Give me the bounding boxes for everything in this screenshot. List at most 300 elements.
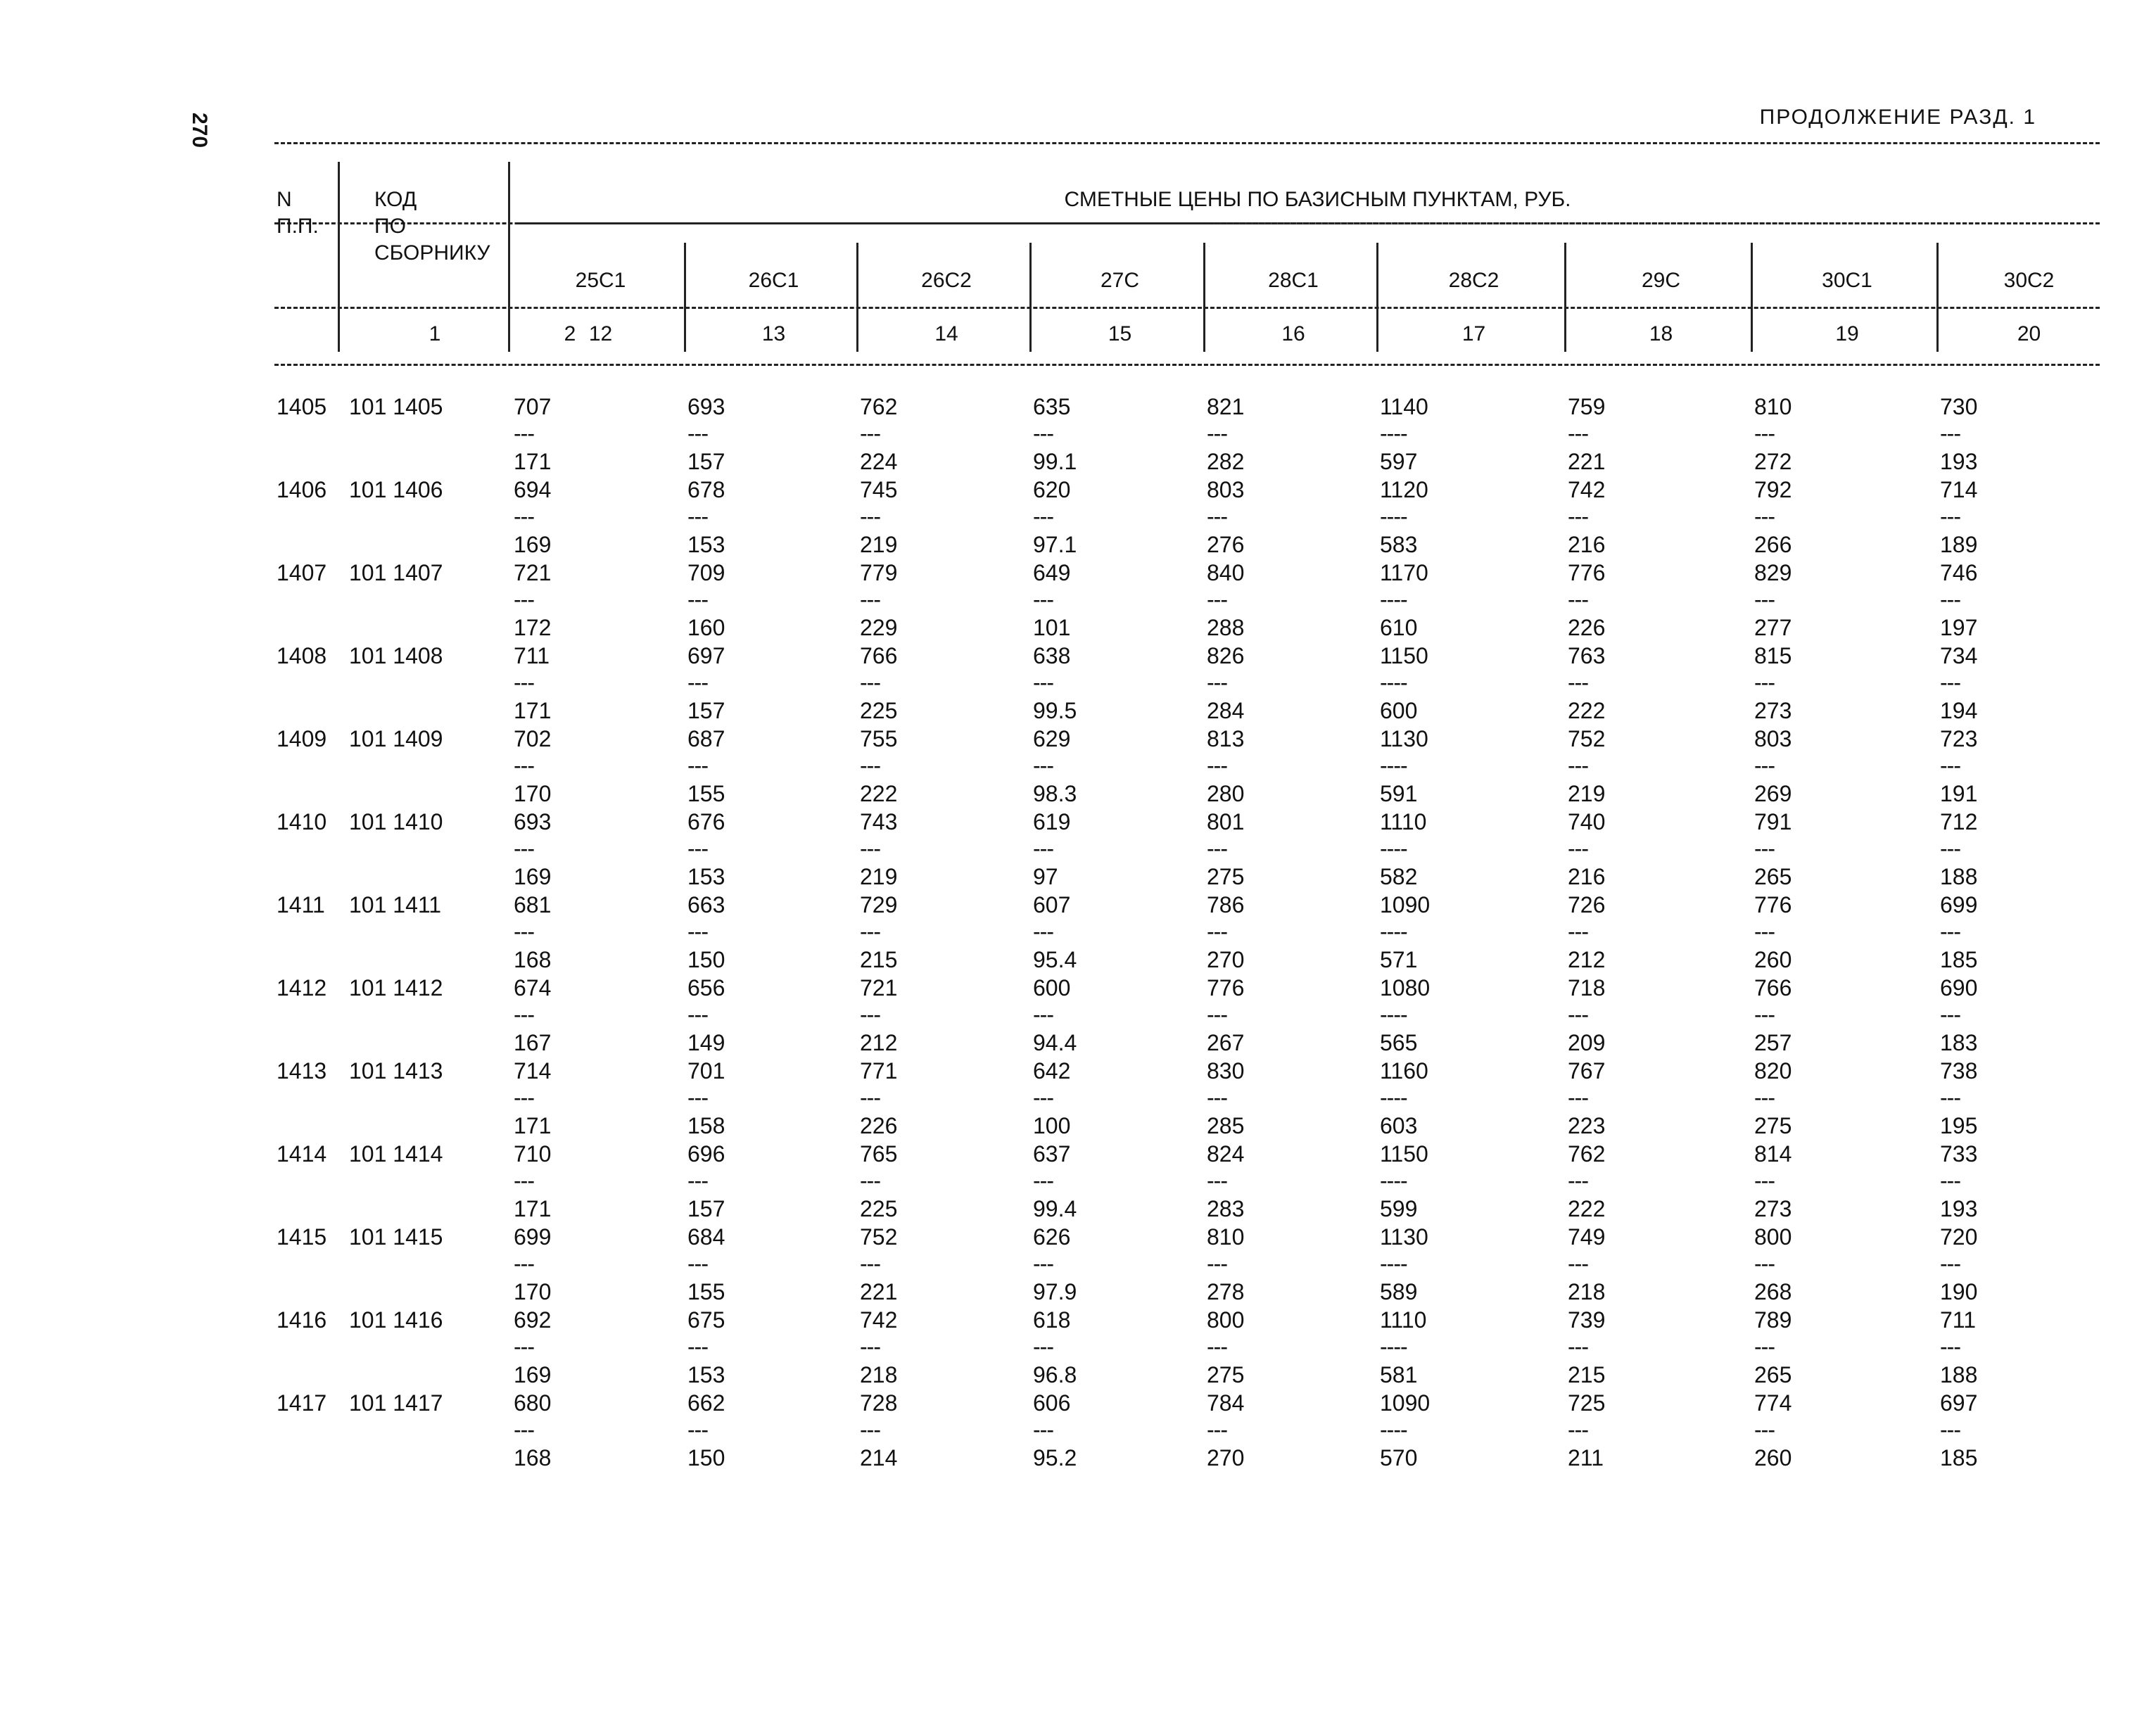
price-value-secondary: 157 [687, 449, 725, 474]
price-value-secondary: 219 [1568, 781, 1606, 806]
price-value-secondary: 169 [514, 532, 552, 557]
price-value-secondary: 211 [1568, 1445, 1604, 1470]
price-value-secondary: 100 [1033, 1113, 1071, 1138]
price-value-secondary: 229 [860, 615, 898, 640]
fraction-bar: --- [514, 587, 534, 612]
price-value-secondary: 190 [1940, 1279, 1978, 1304]
price-value: 620 [1033, 477, 1071, 502]
price-value: 676 [687, 809, 725, 834]
column-number: 12 [588, 322, 613, 345]
fraction-bar: --- [514, 1168, 534, 1193]
price-value: 697 [687, 643, 725, 668]
header-rule [274, 307, 2100, 309]
row-code: 101 1416 [349, 1307, 443, 1333]
fraction-bar: --- [687, 670, 708, 695]
price-value: 1130 [1380, 1224, 1428, 1250]
fraction-bar: --- [1940, 1168, 1960, 1193]
price-value: 733 [1940, 1141, 1978, 1167]
price-value: 752 [860, 1224, 898, 1250]
price-value: 824 [1207, 1141, 1245, 1167]
price-value: 681 [514, 892, 552, 917]
row-code: 101 1412 [349, 975, 443, 1000]
price-value: 784 [1207, 1390, 1245, 1416]
fraction-bar: --- [1207, 670, 1227, 695]
fraction-bar: --- [1754, 670, 1775, 695]
price-value-secondary: 215 [860, 947, 898, 972]
column-number: 16 [1281, 322, 1305, 345]
price-value-secondary: 277 [1754, 615, 1792, 640]
price-value-secondary: 282 [1207, 449, 1245, 474]
price-value-secondary: 600 [1380, 698, 1418, 723]
price-value-secondary: 153 [687, 1362, 725, 1387]
header-price-column: 28С1 [1268, 269, 1319, 292]
price-value: 1110 [1380, 1307, 1427, 1333]
fraction-bar: --- [1754, 587, 1775, 612]
price-value: 740 [1568, 809, 1606, 834]
price-value-secondary: 183 [1940, 1030, 1978, 1055]
price-value: 776 [1754, 892, 1792, 917]
price-value-secondary: 212 [860, 1030, 898, 1055]
price-value: 803 [1207, 477, 1245, 502]
price-value: 692 [514, 1307, 552, 1333]
price-value-secondary: 215 [1568, 1362, 1606, 1387]
column-number: 20 [2017, 322, 2041, 345]
header-price-column: 30С2 [2003, 269, 2055, 292]
price-value: 600 [1033, 975, 1071, 1000]
fraction-bar: --- [860, 670, 880, 695]
price-value-secondary: 171 [514, 449, 552, 474]
fraction-bar: --- [514, 670, 534, 695]
price-value-secondary: 591 [1380, 781, 1418, 806]
price-value: 1170 [1380, 560, 1428, 585]
price-value: 618 [1033, 1307, 1071, 1333]
price-value: 742 [1568, 477, 1606, 502]
price-value-secondary: 95.4 [1033, 947, 1077, 972]
price-value: 766 [1754, 975, 1792, 1000]
price-value-secondary: 603 [1380, 1113, 1418, 1138]
fraction-bar: --- [1207, 1251, 1227, 1276]
row-code: 101 1405 [349, 394, 443, 419]
fraction-bar: --- [1033, 1168, 1053, 1193]
header-rule [274, 142, 2100, 144]
row-number: 1415 [277, 1224, 327, 1250]
fraction-bar: --- [1940, 587, 1960, 612]
price-value: 1090 [1380, 1390, 1431, 1416]
price-value: 791 [1754, 809, 1792, 834]
price-value: 678 [687, 477, 725, 502]
price-value-secondary: 99.5 [1033, 698, 1077, 723]
row-code: 101 1407 [349, 560, 443, 585]
price-value: 734 [1940, 643, 1978, 668]
price-value-secondary: 267 [1207, 1030, 1245, 1055]
price-value: 711 [1940, 1307, 1977, 1333]
fraction-bar: --- [1207, 421, 1227, 446]
price-value-secondary: 101 [1033, 615, 1071, 640]
header-price-column: 25С1 [575, 269, 626, 292]
price-value-secondary: 265 [1754, 1362, 1792, 1387]
price-value: 763 [1568, 643, 1606, 668]
fraction-bar: --- [860, 753, 880, 778]
fraction-bar: ---- [1380, 1417, 1407, 1442]
price-value: 693 [514, 809, 552, 834]
price-value-secondary: 223 [1568, 1113, 1606, 1138]
fraction-bar: --- [860, 587, 880, 612]
fraction-bar: --- [1033, 919, 1053, 944]
price-value-secondary: 193 [1940, 1196, 1978, 1221]
fraction-bar: --- [1033, 1334, 1053, 1359]
fraction-bar: --- [687, 1002, 708, 1027]
price-value-secondary: 583 [1380, 532, 1418, 557]
fraction-bar: --- [860, 1334, 880, 1359]
price-value-secondary: 171 [514, 1196, 552, 1221]
price-value: 1080 [1380, 975, 1431, 1000]
price-value-secondary: 268 [1754, 1279, 1792, 1304]
fraction-bar: ---- [1380, 1085, 1407, 1110]
price-value: 752 [1568, 726, 1606, 751]
price-value-secondary: 94.4 [1033, 1030, 1077, 1055]
price-value: 1110 [1380, 809, 1427, 834]
price-value: 687 [687, 726, 725, 751]
price-value-secondary: 209 [1568, 1030, 1606, 1055]
fraction-bar: --- [1033, 421, 1053, 446]
price-value-secondary: 273 [1754, 698, 1792, 723]
fraction-bar: --- [1033, 1002, 1053, 1027]
price-value-secondary: 150 [687, 947, 725, 972]
header-price-column: 30С1 [1822, 269, 1872, 292]
price-value-secondary: 225 [860, 1196, 898, 1221]
price-value: 709 [687, 560, 725, 585]
fraction-bar: --- [860, 1251, 880, 1276]
price-value-secondary: 99.1 [1033, 449, 1077, 474]
fraction-bar: ---- [1380, 753, 1407, 778]
price-value: 1150 [1380, 643, 1428, 668]
price-value-secondary: 222 [1568, 698, 1606, 723]
row-number: 1414 [277, 1141, 327, 1167]
price-value: 649 [1033, 560, 1071, 585]
price-value-secondary: 171 [514, 698, 552, 723]
price-value: 707 [514, 394, 552, 419]
price-value-secondary: 185 [1940, 1445, 1978, 1470]
fraction-bar: --- [1754, 504, 1775, 529]
fraction-bar: --- [687, 587, 708, 612]
price-value-secondary: 188 [1940, 864, 1978, 889]
price-value: 800 [1207, 1307, 1245, 1333]
price-value-secondary: 288 [1207, 615, 1245, 640]
price-value: 766 [860, 643, 898, 668]
row-code: 101 1413 [349, 1058, 443, 1084]
fraction-bar: --- [1033, 587, 1053, 612]
fraction-bar: --- [1033, 753, 1053, 778]
price-value: 675 [687, 1307, 725, 1333]
header-prices-title: СМЕТНЫЕ ЦЕНЫ ПО БАЗИСНЫМ ПУНКТАМ, РУБ. [1064, 188, 1571, 211]
fraction-bar: --- [1568, 1085, 1588, 1110]
fraction-bar: --- [1568, 1417, 1588, 1442]
fraction-bar: --- [1568, 836, 1588, 861]
fraction-bar: --- [1033, 836, 1053, 861]
price-value-secondary: 265 [1754, 864, 1792, 889]
price-value-secondary: 582 [1380, 864, 1418, 889]
fraction-bar: --- [1940, 670, 1960, 695]
price-value: 767 [1568, 1058, 1606, 1084]
fraction-bar: --- [1940, 1002, 1960, 1027]
price-value: 813 [1207, 726, 1245, 751]
price-value: 762 [1568, 1141, 1606, 1167]
fraction-bar: --- [687, 1334, 708, 1359]
price-value: 786 [1207, 892, 1245, 917]
price-value: 606 [1033, 1390, 1071, 1416]
row-code: 101 1417 [349, 1390, 443, 1416]
row-number: 1411 [277, 892, 325, 917]
fraction-bar: --- [1207, 587, 1227, 612]
price-value-secondary: 284 [1207, 698, 1245, 723]
fraction-bar: --- [1754, 1417, 1775, 1442]
row-code: 101 1411 [349, 892, 442, 917]
fraction-bar: --- [860, 421, 880, 446]
price-value-secondary: 589 [1380, 1279, 1418, 1304]
price-value-secondary: 157 [687, 698, 725, 723]
fraction-bar: --- [1754, 919, 1775, 944]
price-value: 743 [860, 809, 898, 834]
price-value: 637 [1033, 1141, 1071, 1167]
price-value: 776 [1207, 975, 1245, 1000]
price-value-secondary: 169 [514, 864, 552, 889]
fraction-bar: --- [514, 421, 534, 446]
price-value-secondary: 273 [1754, 1196, 1792, 1221]
price-value: 701 [687, 1058, 725, 1084]
fraction-bar: --- [1207, 836, 1227, 861]
fraction-bar: --- [1207, 1002, 1227, 1027]
fraction-bar: --- [687, 1085, 708, 1110]
fraction-bar: --- [687, 753, 708, 778]
fraction-bar: ---- [1380, 1168, 1407, 1193]
price-value-secondary: 158 [687, 1113, 725, 1138]
fraction-bar: --- [1940, 504, 1960, 529]
price-value-secondary: 212 [1568, 947, 1606, 972]
fraction-bar: --- [860, 1417, 880, 1442]
price-value: 815 [1754, 643, 1792, 668]
fraction-bar: --- [514, 1002, 534, 1027]
price-value-secondary: 216 [1568, 532, 1606, 557]
price-value: 730 [1940, 394, 1978, 419]
price-value: 840 [1207, 560, 1245, 585]
price-value: 726 [1568, 892, 1606, 917]
fraction-bar: --- [687, 1417, 708, 1442]
fraction-bar: --- [1568, 1251, 1588, 1276]
fraction-bar: --- [1033, 1085, 1053, 1110]
fraction-bar: --- [1568, 1334, 1588, 1359]
price-value: 656 [687, 975, 725, 1000]
fraction-bar: --- [514, 836, 534, 861]
price-value-secondary: 571 [1380, 947, 1418, 972]
fraction-bar: --- [1033, 1417, 1053, 1442]
price-value: 1090 [1380, 892, 1431, 917]
price-value: 635 [1033, 394, 1071, 419]
price-value-secondary: 597 [1380, 449, 1418, 474]
fraction-bar: ---- [1380, 421, 1407, 446]
price-value: 1130 [1380, 726, 1428, 751]
fraction-bar: ---- [1380, 504, 1407, 529]
column-number: 15 [1108, 322, 1132, 345]
price-value-secondary: 219 [860, 532, 898, 557]
price-value-secondary: 280 [1207, 781, 1245, 806]
price-value-secondary: 610 [1380, 615, 1418, 640]
price-value-secondary: 272 [1754, 449, 1792, 474]
fraction-bar: --- [687, 504, 708, 529]
header-price-column: 27С [1100, 269, 1140, 292]
fraction-bar: --- [1207, 919, 1227, 944]
price-value-secondary: 275 [1207, 864, 1245, 889]
fraction-bar: --- [1207, 504, 1227, 529]
price-value-secondary: 581 [1380, 1362, 1418, 1387]
price-value-secondary: 275 [1754, 1113, 1792, 1138]
fraction-bar: --- [1940, 1251, 1960, 1276]
price-value: 776 [1568, 560, 1606, 585]
price-value: 746 [1940, 560, 1978, 585]
price-value-secondary: 188 [1940, 1362, 1978, 1387]
fraction-bar: ---- [1380, 919, 1407, 944]
fraction-bar: --- [860, 836, 880, 861]
price-value: 662 [687, 1390, 725, 1416]
fraction-bar: --- [1568, 1002, 1588, 1027]
fraction-bar: ---- [1380, 587, 1407, 612]
price-value-secondary: 276 [1207, 532, 1245, 557]
fraction-bar: ---- [1380, 670, 1407, 695]
header-n-label: N П.П. [277, 188, 319, 238]
fraction-bar: --- [1754, 1168, 1775, 1193]
row-number: 1413 [277, 1058, 327, 1084]
row-code: 101 1415 [349, 1224, 443, 1250]
price-value-secondary: 283 [1207, 1196, 1245, 1221]
price-value: 1140 [1380, 394, 1428, 419]
price-value-secondary: 197 [1940, 615, 1978, 640]
price-value-secondary: 260 [1754, 947, 1792, 972]
row-code: 101 1408 [349, 643, 443, 668]
price-value: 638 [1033, 643, 1071, 668]
row-number: 1408 [277, 643, 327, 668]
fraction-bar: --- [1940, 753, 1960, 778]
fraction-bar: --- [1754, 421, 1775, 446]
fraction-bar: --- [1033, 1251, 1053, 1276]
fraction-bar: ---- [1380, 1334, 1407, 1359]
fraction-bar: --- [1940, 421, 1960, 446]
header-rule [274, 364, 2100, 366]
row-number: 1407 [277, 560, 327, 585]
price-value: 792 [1754, 477, 1792, 502]
price-value: 699 [1940, 892, 1978, 917]
price-value: 800 [1754, 1224, 1792, 1250]
row-code: 101 1414 [349, 1141, 443, 1167]
price-value: 789 [1754, 1307, 1792, 1333]
row-number: 1409 [277, 726, 327, 751]
price-value-secondary: 266 [1754, 532, 1792, 557]
price-value-secondary: 226 [1568, 615, 1606, 640]
row-code: 101 1410 [349, 809, 443, 834]
price-value: 801 [1207, 809, 1245, 834]
price-value: 714 [1940, 477, 1978, 502]
price-value-secondary: 185 [1940, 947, 1978, 972]
fraction-bar: --- [687, 1168, 708, 1193]
price-value-secondary: 221 [1568, 449, 1606, 474]
fraction-bar: --- [514, 1251, 534, 1276]
row-number: 1417 [277, 1390, 327, 1416]
price-value-secondary: 153 [687, 864, 725, 889]
price-value-secondary: 285 [1207, 1113, 1245, 1138]
fraction-bar: --- [1207, 1417, 1227, 1442]
price-value-secondary: 170 [514, 781, 552, 806]
fraction-bar: --- [1568, 919, 1588, 944]
price-value-secondary: 155 [687, 781, 725, 806]
price-value-secondary: 153 [687, 532, 725, 557]
price-value-secondary: 96.8 [1033, 1362, 1077, 1387]
price-value-secondary: 97.1 [1033, 532, 1077, 557]
fraction-bar: --- [1940, 836, 1960, 861]
price-value-secondary: 172 [514, 615, 552, 640]
price-value: 821 [1207, 394, 1245, 419]
price-value: 1120 [1380, 477, 1428, 502]
fraction-bar: --- [1568, 753, 1588, 778]
row-code: 101 1406 [349, 477, 443, 502]
price-value-secondary: 219 [860, 864, 898, 889]
fraction-bar: --- [1754, 1334, 1775, 1359]
row-number: 1416 [277, 1307, 327, 1333]
fraction-bar: --- [687, 421, 708, 446]
price-value: 723 [1940, 726, 1978, 751]
price-value: 684 [687, 1224, 725, 1250]
price-value: 626 [1033, 1224, 1071, 1250]
price-value-secondary: 149 [687, 1030, 725, 1055]
section-continuation: ПРОДОЛЖЕНИЕ РАЗД. 1 [1759, 106, 2036, 129]
price-value: 696 [687, 1141, 725, 1167]
price-value-secondary: 168 [514, 1445, 552, 1470]
price-value: 1150 [1380, 1141, 1428, 1167]
price-value: 728 [860, 1390, 898, 1416]
fraction-bar: --- [1033, 670, 1053, 695]
price-value-secondary: 171 [514, 1113, 552, 1138]
fraction-bar: --- [1207, 1085, 1227, 1110]
fraction-bar: --- [687, 919, 708, 944]
price-value: 830 [1207, 1058, 1245, 1084]
price-value: 738 [1940, 1058, 1978, 1084]
fraction-bar: --- [514, 1085, 534, 1110]
price-value: 721 [860, 975, 898, 1000]
price-value: 759 [1568, 394, 1606, 419]
price-value-secondary: 224 [860, 449, 898, 474]
fraction-bar: --- [1568, 670, 1588, 695]
price-value-secondary: 214 [860, 1445, 898, 1470]
fraction-bar: --- [687, 1251, 708, 1276]
column-number: 18 [1649, 322, 1673, 345]
price-value-secondary: 221 [860, 1279, 898, 1304]
fraction-bar: --- [1940, 919, 1960, 944]
price-value-secondary: 270 [1207, 1445, 1245, 1470]
price-value: 814 [1754, 1141, 1792, 1167]
fraction-bar: --- [1568, 1168, 1588, 1193]
fraction-bar: --- [1754, 753, 1775, 778]
page-number: 270 [188, 113, 211, 148]
price-value: 779 [860, 560, 898, 585]
price-value: 674 [514, 975, 552, 1000]
fraction-bar: --- [1940, 1417, 1960, 1442]
price-value-secondary: 95.2 [1033, 1445, 1077, 1470]
price-value: 749 [1568, 1224, 1606, 1250]
price-value: 774 [1754, 1390, 1792, 1416]
price-value: 762 [860, 394, 898, 419]
price-value-secondary: 98.3 [1033, 781, 1077, 806]
fraction-bar: --- [860, 919, 880, 944]
fraction-bar: --- [1940, 1085, 1960, 1110]
price-value: 699 [514, 1224, 552, 1250]
price-value: 739 [1568, 1307, 1606, 1333]
